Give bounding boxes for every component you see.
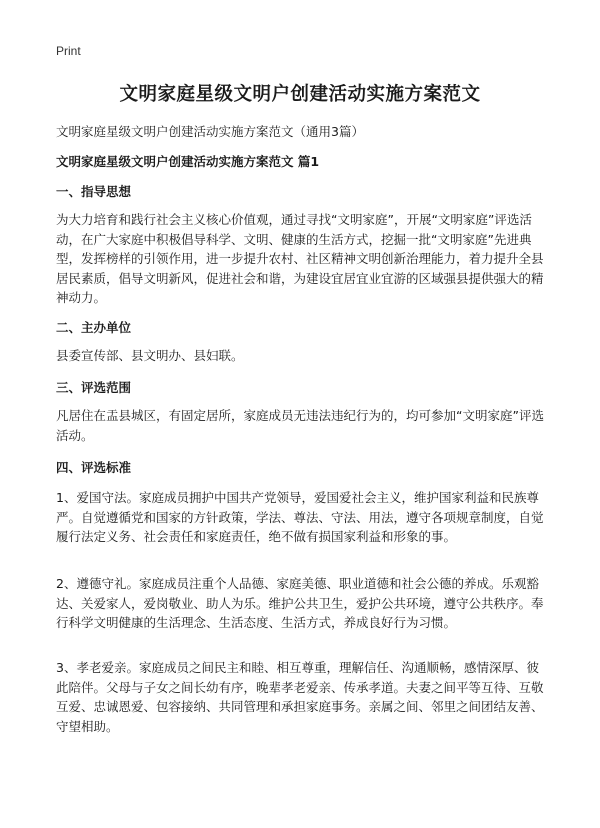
section-heading-criteria: 四、评选标准 [56,460,132,475]
section-heading-scope: 三、评选范围 [56,380,132,395]
page-title: 文明家庭星级文明户创建活动实施方案范文 [119,84,481,105]
criteria-paragraph-filial-piety: 3、孝老爱亲。家庭成员之间民主和睦、相互尊重，理解信任、沟通顺畅，感情深厚、彼此陪伴。父母与子女之间长幼有序，晚辈孝老爱亲、传承孝道。夫妻之间平等互待、互敬互爱、忠诚恩爱、包容接纳、共同管理和承担家庭事务。亲属之间、邻里之间团结友善、守望相助。 [56,660,544,734]
section-paragraph: 凡居住在盂县城区，有固定居所，家庭成员无违法违纪行为的，均可参加“文明家庭”评选活动。 [56,408,544,443]
document-subtitle: 文明家庭星级文明户创建活动实施方案范文（通用3篇） [56,124,364,139]
section-paragraph: 为大力培育和践行社会主义核心价值观，通过寻找“文明家庭”，开展“文明家庭”评选活动，在广大家庭中积极倡导科学、文明、健康的生活方式，挖掘一批“文明家庭”先进典型，发挥榜样的引领作用，进一步提升农村、社区精神文明创新治理能力，着力提升全县居民素质，倡导文明新风，促进社会和谐，为建设宜居宜业宜游的区域强县提供强大的精神动力。 [56,212,544,306]
criteria-paragraph-morality: 2、遵德守礼。家庭成员注重个人品德、家庭美德、职业道德和社会公德的养成。乐观豁达、关爱家人，爱岗敬业、助人为乐。维护公共卫生，爱护公共环境，遵守公共秩序。奉行科学文明健康的生活理念、生活态度、生活方式，养成良好行为习惯。 [56,576,544,631]
print-link[interactable]: Print [56,44,81,58]
section-heading-organizers: 二、主办单位 [56,320,132,335]
article-heading: 文明家庭星级文明户创建活动实施方案范文 篇1 [56,154,320,169]
section-paragraph: 县委宣传部、县文明办、县妇联。 [56,348,244,363]
section-heading-guiding-ideology: 一、指导思想 [56,184,132,199]
criteria-paragraph-patriotism: 1、爱国守法。家庭成员拥护中国共产党领导，爱国爱社会主义，维护国家利益和民族尊严。自觉遵循党和国家的方针政策，学法、尊法、守法、用法，遵守各项规章制度，自觉履行法定义务、社会责任和家庭责任，绝不做有损国家利益和形象的事。 [56,490,544,545]
